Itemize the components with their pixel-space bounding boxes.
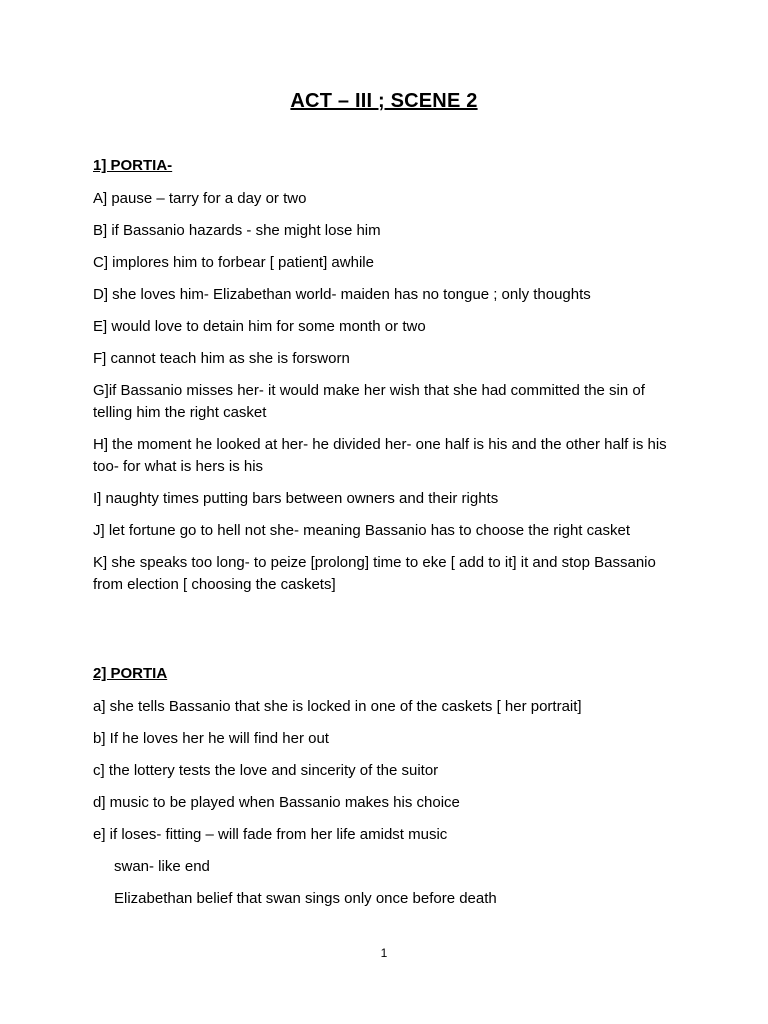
list-item: B] if Bassanio hazards - she might lose him (93, 222, 381, 239)
list-item: K] she speaks too long- to peize [prolong] time to eke [ add to it] it and stop Bassanio from election [ choosing the caskets] (93, 554, 656, 593)
page-title: ACT – III ; SCENE 2 (290, 90, 478, 112)
page-number: 1 (380, 946, 388, 960)
list-item: E] would love to detain him for some month or two (93, 318, 426, 335)
list-item: b] If he loves her he will find her out (93, 730, 329, 747)
list-item-indented: swan- like end (114, 858, 210, 875)
list-item: J] let fortune go to hell not she- meaning Bassanio has to choose the right casket (93, 522, 630, 539)
section-heading: 1] PORTIA- (93, 157, 173, 174)
list-item-indented: Elizabethan belief that swan sings only once before death (114, 890, 497, 907)
list-item: F] cannot teach him as she is forsworn (93, 350, 350, 367)
section-portia-2 (93, 664, 673, 920)
list-item: A] pause – tarry for a day or two (93, 190, 307, 207)
list-item: c] the lottery tests the love and sincerity of the suitor (93, 762, 439, 779)
section-heading: 2] PORTIA (93, 665, 168, 682)
list-item: H] the moment he looked at her- he divided her- one half is his and the other half is his too- for what is hers is his (93, 436, 667, 475)
section-portia-1 (93, 156, 673, 606)
list-item: D] she loves him- Elizabethan world- maiden has no tongue ; only thoughts (93, 286, 591, 303)
list-item: I] naughty times putting bars between owners and their rights (93, 490, 499, 507)
list-item: e] if loses- fitting – will fade from her life amidst music (93, 826, 448, 843)
list-item: d] music to be played when Bassanio makes his choice (93, 794, 460, 811)
list-item: a] she tells Bassanio that she is locked in one of the caskets [ her portrait] (93, 698, 582, 715)
list-item: C] implores him to forbear [ patient] awhile (93, 254, 374, 271)
list-item: G]if Bassanio misses her- it would make her wish that she had committed the sin of telling him the right casket (93, 382, 645, 421)
